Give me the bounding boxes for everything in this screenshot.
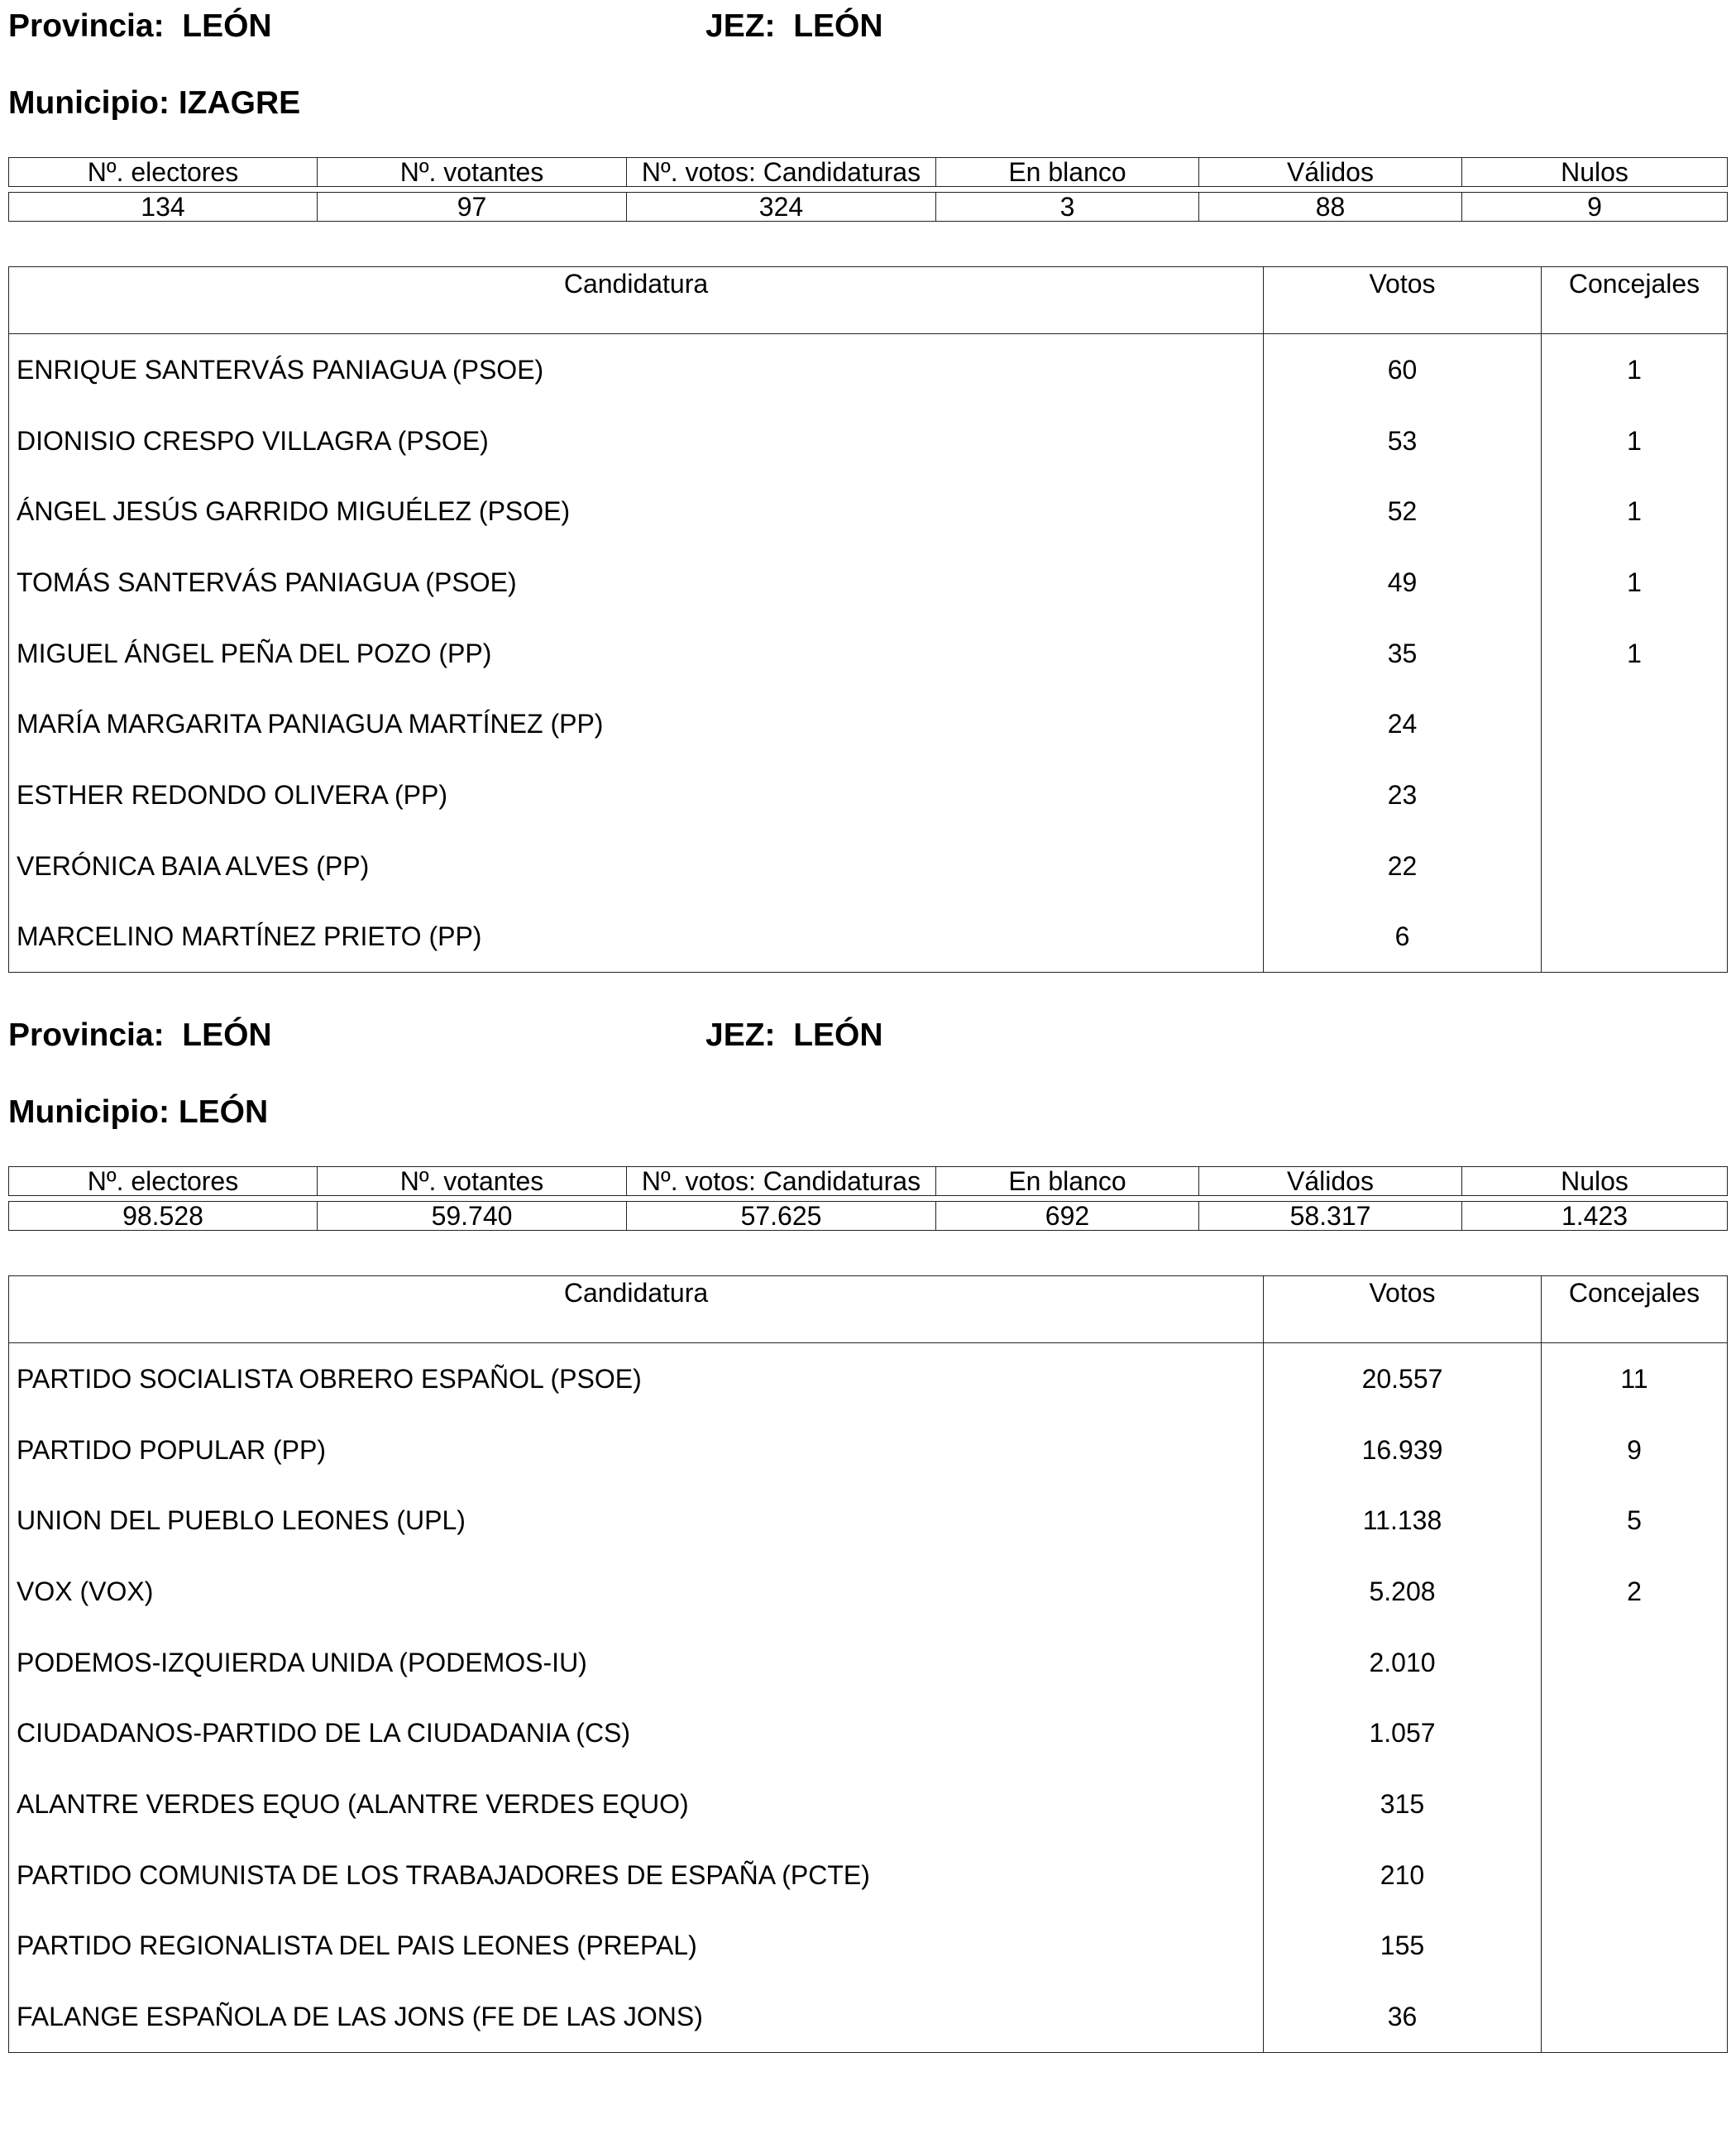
candidatura-name: MARÍA MARGARITA PANIAGUA MARTÍNEZ (PP): [17, 709, 604, 739]
municipio-section-leon: [8, 1009, 1727, 2084]
candidatura-name: ESTHER REDONDO OLIVERA (PP): [17, 779, 447, 810]
stats-header-row: [9, 1167, 1728, 1196]
table-row: [9, 1911, 1728, 1982]
candidatura-name: VOX (VOX): [17, 1576, 154, 1606]
table-row: [9, 1840, 1728, 1911]
candidatura-name: PARTIDO COMUNISTA DE LOS TRABAJADORES DE ESPAÑA (PCTE): [17, 1859, 870, 1890]
jez-header: [705, 1017, 883, 1055]
candidatura-votos: 22: [1264, 830, 1542, 902]
jez-label: JEZ:: [705, 1017, 776, 1053]
candidatura-name: ENRIQUE SANTERVÁS PANIAGUA (PSOE): [17, 354, 544, 385]
header-votos: Votos: [1264, 267, 1542, 334]
table-row: [9, 1627, 1728, 1698]
jez-value: LEÓN: [793, 8, 883, 44]
municipio-value: LEÓN: [178, 1094, 269, 1130]
candidatura-concejales: [1542, 688, 1728, 759]
candidatura-concejales: 1: [1542, 547, 1728, 618]
stats-header-electores: Nº. electores: [9, 1167, 318, 1196]
candidatura-concejales: 1: [1542, 334, 1728, 405]
provincia-header: [8, 1017, 272, 1055]
stats-value-electores: 98.528: [9, 1202, 318, 1231]
candidatura-votos: 23: [1264, 759, 1542, 830]
header-votos: Votos: [1264, 1276, 1542, 1343]
table-row: [9, 759, 1728, 830]
candidatura-votos: 36: [1264, 1981, 1542, 2052]
candidatura-votos: 2.010: [1264, 1627, 1542, 1698]
stats-header-nulos: Nulos: [1462, 158, 1728, 187]
municipio-header: [8, 1093, 268, 1132]
provincia-header: [8, 7, 272, 45]
table-row: [9, 618, 1728, 689]
candidatura-votos: 52: [1264, 476, 1542, 547]
stats-value-en-blanco: 3: [936, 193, 1199, 222]
stats-header-votos-candidaturas: Nº. votos: Candidaturas: [627, 158, 936, 187]
stats-header-en-blanco: En blanco: [936, 1167, 1199, 1196]
table-row: [9, 405, 1728, 476]
table-row: [9, 1768, 1728, 1840]
candidatura-name: FALANGE ESPAÑOLA DE LAS JONS (FE DE LAS JONS): [17, 2002, 703, 2032]
candidatura-votos: 20.557: [1264, 1343, 1542, 1414]
header-concejales: Concejales: [1542, 1276, 1728, 1343]
candidaturas-header-row: [9, 1276, 1728, 1343]
stats-header-en-blanco: En blanco: [936, 158, 1199, 187]
candidatura-concejales: [1542, 1911, 1728, 1982]
candidatura-votos: 35: [1264, 618, 1542, 689]
table-row: [9, 334, 1728, 405]
candidatura-concejales: [1542, 1627, 1728, 1698]
candidatura-concejales: 2: [1542, 1556, 1728, 1627]
stats-value-validos: 88: [1199, 193, 1462, 222]
candidatura-name: PARTIDO SOCIALISTA OBRERO ESPAÑOL (PSOE): [17, 1363, 642, 1394]
candidatura-name: MIGUEL ÁNGEL PEÑA DEL POZO (PP): [17, 638, 492, 668]
candidatura-name: ÁNGEL JESÚS GARRIDO MIGUÉLEZ (PSOE): [17, 496, 571, 527]
candidatura-concejales: 5: [1542, 1485, 1728, 1556]
stats-value-votantes: 59.740: [318, 1202, 627, 1231]
stats-value-validos: 58.317: [1199, 1202, 1462, 1231]
table-row: [9, 1981, 1728, 2052]
stats-header-nulos: Nulos: [1462, 1167, 1728, 1196]
candidatura-concejales: 1: [1542, 618, 1728, 689]
header-candidatura: Candidatura: [9, 267, 1264, 334]
candidatura-name: UNION DEL PUEBLO LEONES (UPL): [17, 1505, 466, 1536]
candidatura-votos: 210: [1264, 1840, 1542, 1911]
table-row: [9, 830, 1728, 902]
candidatura-votos: 6: [1264, 902, 1542, 973]
municipio-section-izagre: [8, 0, 1727, 976]
candidatura-name: DIONISIO CRESPO VILLAGRA (PSOE): [17, 425, 489, 456]
candidatura-name: TOMÁS SANTERVÁS PANIAGUA (PSOE): [17, 567, 517, 597]
candidatura-name: MARCELINO MARTÍNEZ PRIETO (PP): [17, 921, 482, 952]
candidatura-votos: 16.939: [1264, 1414, 1542, 1486]
candidatura-concejales: 9: [1542, 1414, 1728, 1486]
candidatura-concejales: [1542, 830, 1728, 902]
stats-header-row: [9, 158, 1728, 187]
candidaturas-table: [8, 266, 1728, 973]
stats-header-votantes: Nº. votantes: [318, 158, 627, 187]
candidatura-name: PARTIDO REGIONALISTA DEL PAIS LEONES (PREPAL): [17, 1931, 697, 1961]
stats-value-votos-candidaturas: 57.625: [627, 1202, 936, 1231]
table-row: [9, 1697, 1728, 1768]
candidatura-votos: 155: [1264, 1911, 1542, 1982]
municipio-header: [8, 84, 300, 122]
header-concejales: Concejales: [1542, 267, 1728, 334]
candidatura-votos: 1.057: [1264, 1697, 1542, 1768]
provincia-label: Provincia:: [8, 1017, 165, 1053]
candidatura-votos: 11.138: [1264, 1485, 1542, 1556]
municipio-label: Municipio:: [8, 1094, 170, 1130]
provincia-value: LEÓN: [182, 1017, 272, 1053]
candidatura-votos: 53: [1264, 405, 1542, 476]
table-row: [9, 1556, 1728, 1627]
stats-table: [8, 1166, 1728, 1231]
candidatura-concejales: [1542, 902, 1728, 973]
municipio-label: Municipio:: [8, 85, 170, 121]
candidaturas-header-row: [9, 267, 1728, 334]
stats-value-row: [9, 193, 1728, 222]
stats-value-votantes: 97: [318, 193, 627, 222]
candidatura-votos: 60: [1264, 334, 1542, 405]
candidatura-name: CIUDADANOS-PARTIDO DE LA CIUDADANIA (CS): [17, 1718, 631, 1749]
stats-value-en-blanco: 692: [936, 1202, 1199, 1231]
stats-header-votos-candidaturas: Nº. votos: Candidaturas: [627, 1167, 936, 1196]
table-row: [9, 1414, 1728, 1486]
table-row: [9, 902, 1728, 973]
candidatura-concejales: [1542, 1697, 1728, 1768]
candidatura-concejales: [1542, 1981, 1728, 2052]
jez-value: LEÓN: [793, 1017, 883, 1053]
table-row: [9, 688, 1728, 759]
candidatura-concejales: [1542, 1768, 1728, 1840]
stats-value-nulos: 1.423: [1462, 1202, 1728, 1231]
jez-header: [705, 7, 883, 45]
candidatura-votos: 315: [1264, 1768, 1542, 1840]
stats-value-electores: 134: [9, 193, 318, 222]
jez-label: JEZ:: [705, 8, 776, 44]
table-row: [9, 1343, 1728, 1414]
stats-table: [8, 157, 1728, 222]
stats-value-nulos: 9: [1462, 193, 1728, 222]
stats-header-votantes: Nº. votantes: [318, 1167, 627, 1196]
candidaturas-table: [8, 1275, 1728, 2053]
candidatura-name: PODEMOS-IZQUIERDA UNIDA (PODEMOS-IU): [17, 1647, 587, 1677]
candidatura-votos: 49: [1264, 547, 1542, 618]
candidatura-concejales: [1542, 1840, 1728, 1911]
provincia-value: LEÓN: [182, 8, 272, 44]
table-row: [9, 476, 1728, 547]
candidatura-votos: 24: [1264, 688, 1542, 759]
table-row: [9, 1485, 1728, 1556]
stats-header-validos: Válidos: [1199, 1167, 1462, 1196]
candidatura-concejales: 11: [1542, 1343, 1728, 1414]
candidatura-name: VERÓNICA BAIA ALVES (PP): [17, 850, 370, 881]
candidatura-concejales: 1: [1542, 476, 1728, 547]
municipio-value: IZAGRE: [178, 85, 301, 121]
stats-header-electores: Nº. electores: [9, 158, 318, 187]
header-candidatura: Candidatura: [9, 1276, 1264, 1343]
candidatura-concejales: [1542, 759, 1728, 830]
provincia-label: Provincia:: [8, 8, 165, 44]
candidatura-concejales: 1: [1542, 405, 1728, 476]
stats-value-votos-candidaturas: 324: [627, 193, 936, 222]
table-row: [9, 547, 1728, 618]
candidatura-name: ALANTRE VERDES EQUO (ALANTRE VERDES EQUO): [17, 1788, 689, 1819]
stats-header-validos: Válidos: [1199, 158, 1462, 187]
candidatura-votos: 5.208: [1264, 1556, 1542, 1627]
stats-value-row: [9, 1202, 1728, 1231]
candidatura-name: PARTIDO POPULAR (PP): [17, 1434, 326, 1465]
